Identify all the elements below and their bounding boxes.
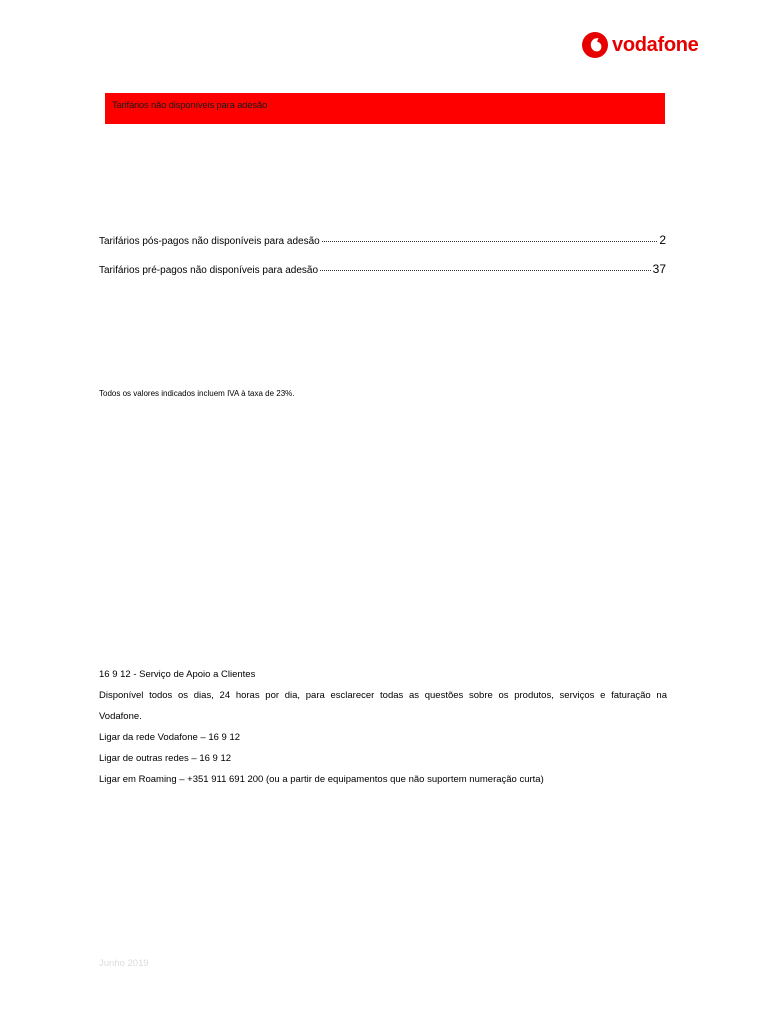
toc-entry-postpaid[interactable] (99, 231, 666, 247)
toc-entry-label: Tarifários pós-pagos não disponíveis para adesão (99, 236, 320, 247)
document-title: Tarifários não disponíveis para adesão (112, 100, 268, 111)
toc-dot-leader (322, 229, 658, 242)
support-title: 16 9 12 - Serviço de Apoio a Clientes (99, 669, 256, 680)
support-line-roaming: Ligar em Roaming – +351 911 691 200 (ou a partir de equipamentos que não suportem numeração curta) (99, 774, 544, 785)
title-bar (105, 93, 665, 124)
vodafone-wordmark: vodafone (612, 33, 699, 56)
vat-note: Todos os valores indicados incluem IVA à taxa de 23%. (99, 389, 295, 398)
toc-entry-page: 2 (659, 233, 666, 247)
toc-dot-leader (320, 258, 651, 271)
support-line-vodafone: Ligar da rede Vodafone – 16 9 12 (99, 732, 241, 743)
toc-entry-label: Tarifários pré-pagos não disponíveis para adesão (99, 265, 319, 276)
customer-support-block (99, 668, 667, 794)
vodafone-speechmark-icon (582, 32, 608, 58)
support-line-other-networks: Ligar de outras redes – 16 9 12 (99, 753, 232, 764)
support-description: Disponível todos os dias, 24 horas por dia, para esclarecer todas as questões sobre os produtos, serviços e faturação na (99, 690, 667, 701)
toc-entry-prepaid[interactable] (99, 260, 666, 276)
footer-date: Junho 2019 (99, 958, 149, 969)
support-description-end: Vodafone. (99, 711, 142, 722)
toc-entry-page: 37 (652, 262, 666, 276)
vodafone-logo (582, 28, 712, 62)
